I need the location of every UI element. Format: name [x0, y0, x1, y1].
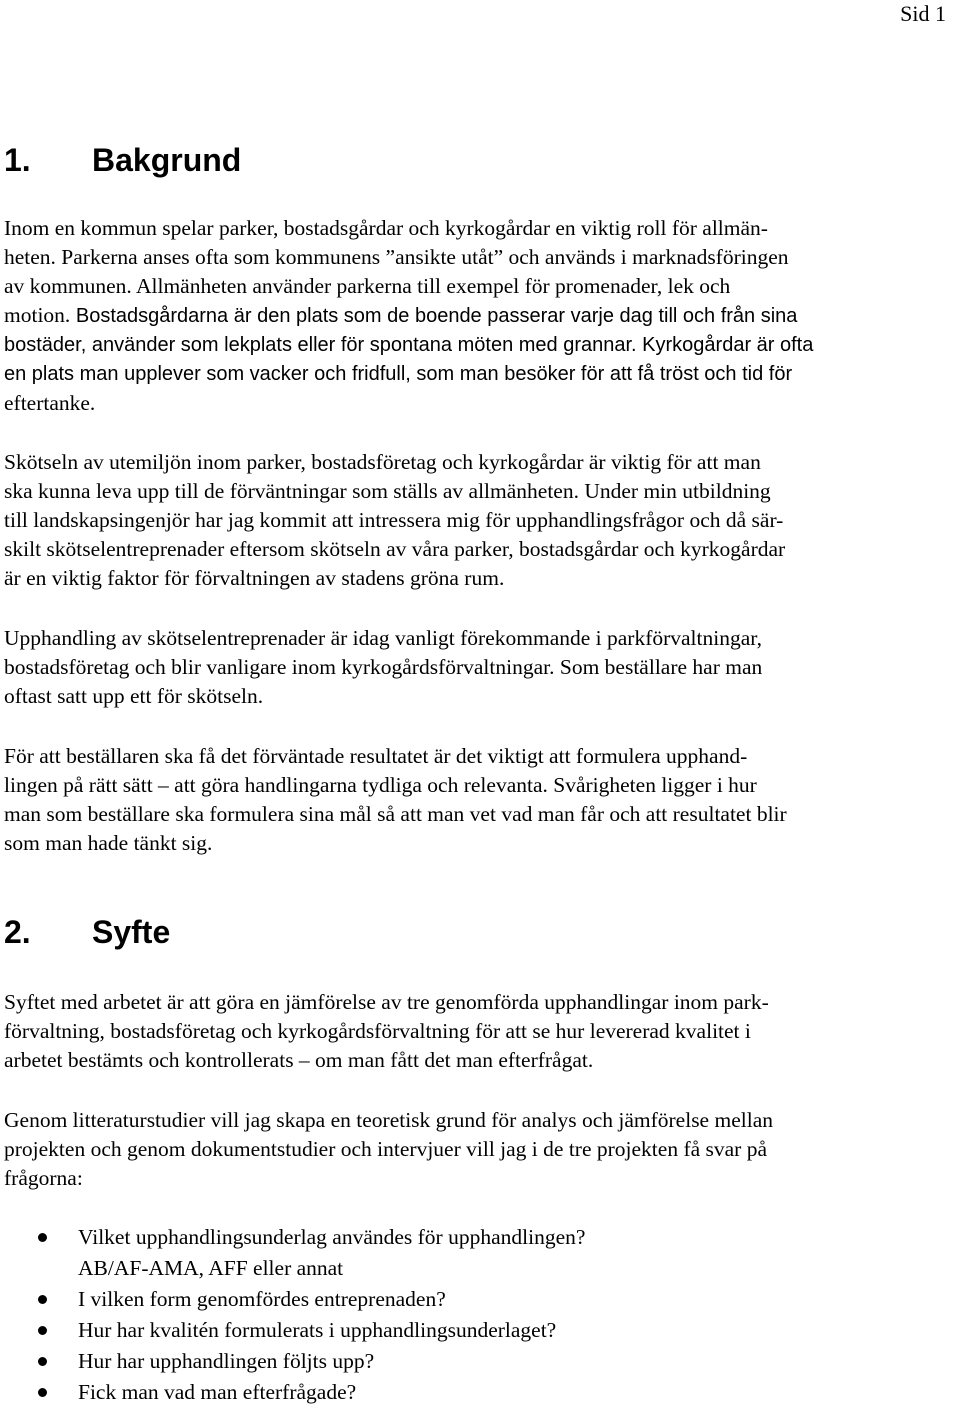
text-fragment: Kyrkogårdar är ofta: [636, 334, 814, 356]
list-item: [0, 1377, 585, 1408]
paragraph-1: [4, 214, 934, 418]
section-title: Syfte: [92, 914, 171, 950]
text-line: man som beställare ska formulera sina mål så att man vet vad man får och att resultatet blir: [4, 802, 787, 826]
list-item-text: Hur har kvalitén formulerats i upphandlingsunderlaget?: [78, 1318, 557, 1342]
text-line: bostadsföretag och blir vanligare inom kyrkogårdsförvaltningar. Som beställare har man: [4, 655, 763, 679]
paragraph-4: [4, 742, 934, 858]
text-line: frågorna:: [4, 1166, 83, 1190]
text-line: Genom litteraturstudier vill jag skapa en teoretisk grund för analys och jämförelse mellan: [4, 1108, 773, 1132]
text-line: skilt skötselentreprenader eftersom skötseln av våra parker, bostadsgårdar och kyrkogårdar: [4, 537, 786, 561]
section-heading-bakgrund: [4, 140, 241, 180]
text-line: Upphandling av skötselentreprenader är idag vanligt förekommande i parkförvaltningar,: [4, 626, 762, 650]
list-item: [0, 1346, 585, 1377]
text-line: till landskapsingenjör har jag kommit att intressera mig för upphandlingsfrågor och då sär-: [4, 508, 784, 532]
text-line: arbetet bestämts och kontrollerats – om man fått det man efterfrågat.: [4, 1048, 594, 1072]
text-line: För att beställaren ska få det förväntade resultatet är det viktigt att formulera upphand-: [4, 744, 748, 768]
list-item: [0, 1315, 585, 1346]
text-line: [4, 301, 934, 331]
list-item: [0, 1284, 585, 1315]
bullet-icon: [38, 1326, 47, 1335]
text-fragment: motion.: [4, 303, 71, 327]
text-line: oftast satt upp ett för skötseln.: [4, 684, 264, 708]
text-fragment: bostäder, använder som lekplats eller för spontana möten med grannar.: [4, 334, 637, 356]
text-line: är en viktig faktor för förvaltningen av stadens gröna rum.: [4, 566, 505, 590]
paragraph-6: [4, 1106, 934, 1193]
bullet-icon: [38, 1388, 47, 1397]
page-number: Sid 1: [900, 1, 946, 26]
text-line: som man hade tänkt sig.: [4, 831, 213, 855]
list-item-text: I vilken form genomfördes entreprenaden?: [78, 1287, 446, 1311]
list-item-text: Hur har upphandlingen följts upp?: [78, 1349, 375, 1373]
section-number: 2.: [4, 914, 31, 950]
text-line: Skötseln av utemiljön inom parker, bostadsföretag och kyrkogårdar är viktig för att man: [4, 450, 761, 474]
question-list: [0, 1222, 585, 1408]
text-line: Inom en kommun spelar parker, bostadsgårdar och kyrkogårdar en viktig roll för allmän-: [4, 216, 768, 240]
text-fragment: ska kunna leva upp till de förväntningar som ställs av allmänheten.: [4, 479, 579, 503]
section-heading-syfte: [4, 912, 170, 952]
paragraph-3: [4, 624, 934, 711]
text-line: förvaltning, bostadsföretag och kyrkogårdsförvaltning för att se hur levererad kvalitet i: [4, 1019, 751, 1043]
section-title: Bakgrund: [92, 142, 242, 178]
bullet-icon: [38, 1357, 47, 1366]
bullet-icon: [38, 1233, 47, 1242]
list-item-text: Vilket upphandlingsunderlag användes för upphandlingen?: [78, 1225, 586, 1249]
paragraph-2: [4, 448, 934, 593]
text-line: av kommunen. Allmänheten använder parkerna till exempel för promenader, lek och: [4, 274, 731, 298]
section-number: 1.: [4, 142, 31, 178]
text-line: [4, 331, 934, 360]
text-fragment: Under min utbildning: [578, 479, 771, 503]
bullet-icon: [38, 1295, 47, 1304]
text-line: projekten och genom dokumentstudier och intervjuer vill jag i de tre projekten få svar på: [4, 1137, 768, 1161]
text-line: lingen på rätt sätt – att göra handlingarna tydliga och relevanta. Svårigheten ligger i hur: [4, 773, 757, 797]
text-line: [4, 477, 934, 506]
text-line: eftertanke.: [4, 391, 96, 415]
text-line: en plats man upplever som vacker och fridfull, som man besöker för att få tröst och tid för: [4, 363, 793, 385]
list-item-text: Fick man vad man efterfrågade?: [78, 1380, 357, 1404]
paragraph-5: [4, 988, 934, 1075]
text-line: heten. Parkerna anses ofta som kommunens ”ansikte utåt” och används i marknadsföringen: [4, 245, 789, 269]
text-fragment: Bostadsgårdarna är den plats som de boende passerar varje dag till och från sina: [70, 305, 798, 327]
list-item: [0, 1222, 585, 1284]
text-line: Syftet med arbetet är att göra en jämförelse av tre genomförda upphandlingar inom park-: [4, 990, 769, 1014]
list-item-subtext: AB/AF-AMA, AFF eller annat: [78, 1256, 344, 1280]
